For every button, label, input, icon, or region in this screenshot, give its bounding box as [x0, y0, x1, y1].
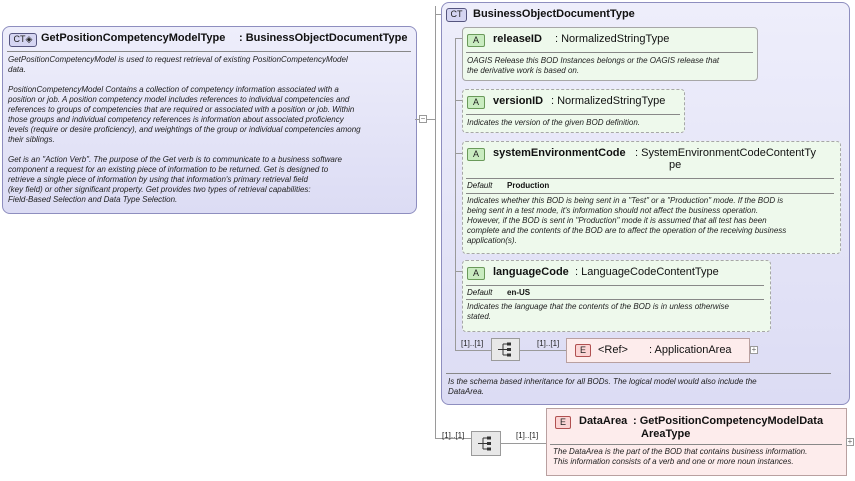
divider [550, 444, 842, 445]
divider [466, 193, 834, 194]
element-badge: E [575, 344, 591, 357]
divider [7, 51, 411, 52]
element-badge: E [555, 416, 571, 429]
attribute-badge: A [467, 96, 485, 109]
complex-type-badge: CT◈ [9, 33, 37, 47]
default-label: Default [467, 181, 493, 190]
sequence-icon [492, 339, 519, 360]
attribute-name: releaseID [493, 33, 542, 45]
sequence-compositor-icon[interactable] [491, 338, 520, 361]
attribute-badge: A [467, 267, 485, 280]
divider [466, 114, 680, 115]
connector [501, 443, 546, 444]
attribute-type: : NormalizedStringType [551, 95, 666, 107]
complex-type-badge: CT [446, 8, 467, 22]
bod-type-documentation: Is the schema based inheritance for all BODs. The logical model would also include the DataArea. [448, 377, 757, 396]
sequence-cardinality: [1]..[1] [442, 431, 465, 440]
attribute-documentation: Indicates whether this BOD is being sent in a "Test" or a "Production" mode. If the BOD is being sent in a test mode, it's information should not affect the business operation. However, if the BOD is sent in "Production" mode it is assumed that all test has been complete and the contents of the BOD are to affect the operation of the receiving business application(s). [467, 196, 787, 245]
connector [455, 100, 462, 101]
attribute-badge: A [467, 148, 485, 161]
attribute-type: : NormalizedStringType [555, 33, 670, 45]
connector [455, 350, 491, 351]
connector [427, 119, 435, 120]
main-complex-type-box[interactable] [2, 26, 417, 214]
attribute-system-environment-code[interactable] [462, 141, 841, 254]
attribute-type: : SystemEnvironmentCodeContentTy [635, 147, 816, 159]
attribute-version-id[interactable] [462, 89, 685, 133]
default-value: Production [507, 181, 550, 190]
attribute-documentation: OAGIS Release this BOD Instances belongs or the OAGIS release that the derivative work is based on. [467, 56, 720, 75]
attribute-documentation: Indicates the language that the contents of the BOD is in unless otherwise stated. [467, 302, 729, 321]
attribute-name: systemEnvironmentCode [493, 147, 626, 159]
divider [466, 52, 753, 53]
element-name: DataArea [579, 415, 628, 427]
element-type-wrap: AreaType [641, 428, 691, 440]
divider [466, 178, 834, 179]
connector [455, 38, 462, 39]
element-documentation: The DataArea is the part of the BOD that contains business information. This information consists of a verb and one or more noun instances. [553, 447, 808, 466]
attribute-type: : LanguageCodeContentType [575, 266, 719, 278]
connector [520, 350, 566, 351]
main-type-name: GetPositionCompetencyModelType [41, 32, 226, 44]
default-label: Default [467, 288, 493, 297]
collapse-toggle[interactable]: − [420, 114, 426, 123]
attribute-badge: A [467, 34, 485, 47]
attribute-connector-vertical [455, 38, 456, 350]
bod-type-name: BusinessObjectDocumentType [473, 8, 635, 20]
application-area-element[interactable] [566, 338, 750, 363]
divider [446, 373, 831, 374]
attribute-name: versionID [493, 95, 544, 107]
main-type-documentation: GetPositionCompetencyModel is used to request retrieval of existing PositionCompetencyModel data. PositionCompetencyModel Contains a collection of competency information associated with a position or job. A position competency model includes references to individual competencies and references to groups of competencies that are required or associated with a position or job. Within those groups and individual competency references is information about associated proficiency levels (require or desire proficiency), and weightings of the group or individual competencies among their siblings. Get is an "Action Verb". The purpose of the Get verb is to communicate to a business software component a request for an existing piece of information to be returned. Get is designed to retrieve a single piece of information by using that information's primary retrieval field (key field) or other significant property. Get provides two types of retrieval capabilities: Field-Based Selection and Data Type Selection. [8, 55, 361, 204]
divider [466, 285, 764, 286]
element-cardinality: [1]..[1] [537, 339, 560, 348]
attribute-type-wrap: pe [669, 159, 682, 171]
expand-toggle[interactable]: + [751, 345, 757, 354]
data-area-element[interactable] [546, 408, 847, 476]
default-value: en-US [507, 288, 531, 297]
connector [455, 153, 462, 154]
attribute-release-id[interactable] [462, 27, 758, 81]
badge-text: CT [13, 34, 26, 44]
expand-toggle[interactable]: + [847, 437, 853, 446]
element-cardinality: [1]..[1] [516, 431, 539, 440]
attribute-documentation: Indicates the version of the given BOD definition. [467, 118, 640, 127]
sequence-cardinality: [1]..[1] [461, 339, 484, 348]
element-ref: <Ref> [598, 344, 628, 356]
divider [466, 299, 764, 300]
element-type: : GetPositionCompetencyModelData [633, 415, 824, 427]
sequence-compositor-icon[interactable] [471, 431, 501, 456]
connector [455, 271, 462, 272]
connector-vertical [435, 6, 436, 439]
element-type: : ApplicationArea [649, 344, 732, 356]
attribute-language-code[interactable] [462, 260, 771, 332]
main-type-base: : BusinessObjectDocumentType [239, 32, 408, 44]
sequence-icon [472, 432, 500, 455]
attribute-name: languageCode [493, 266, 569, 278]
